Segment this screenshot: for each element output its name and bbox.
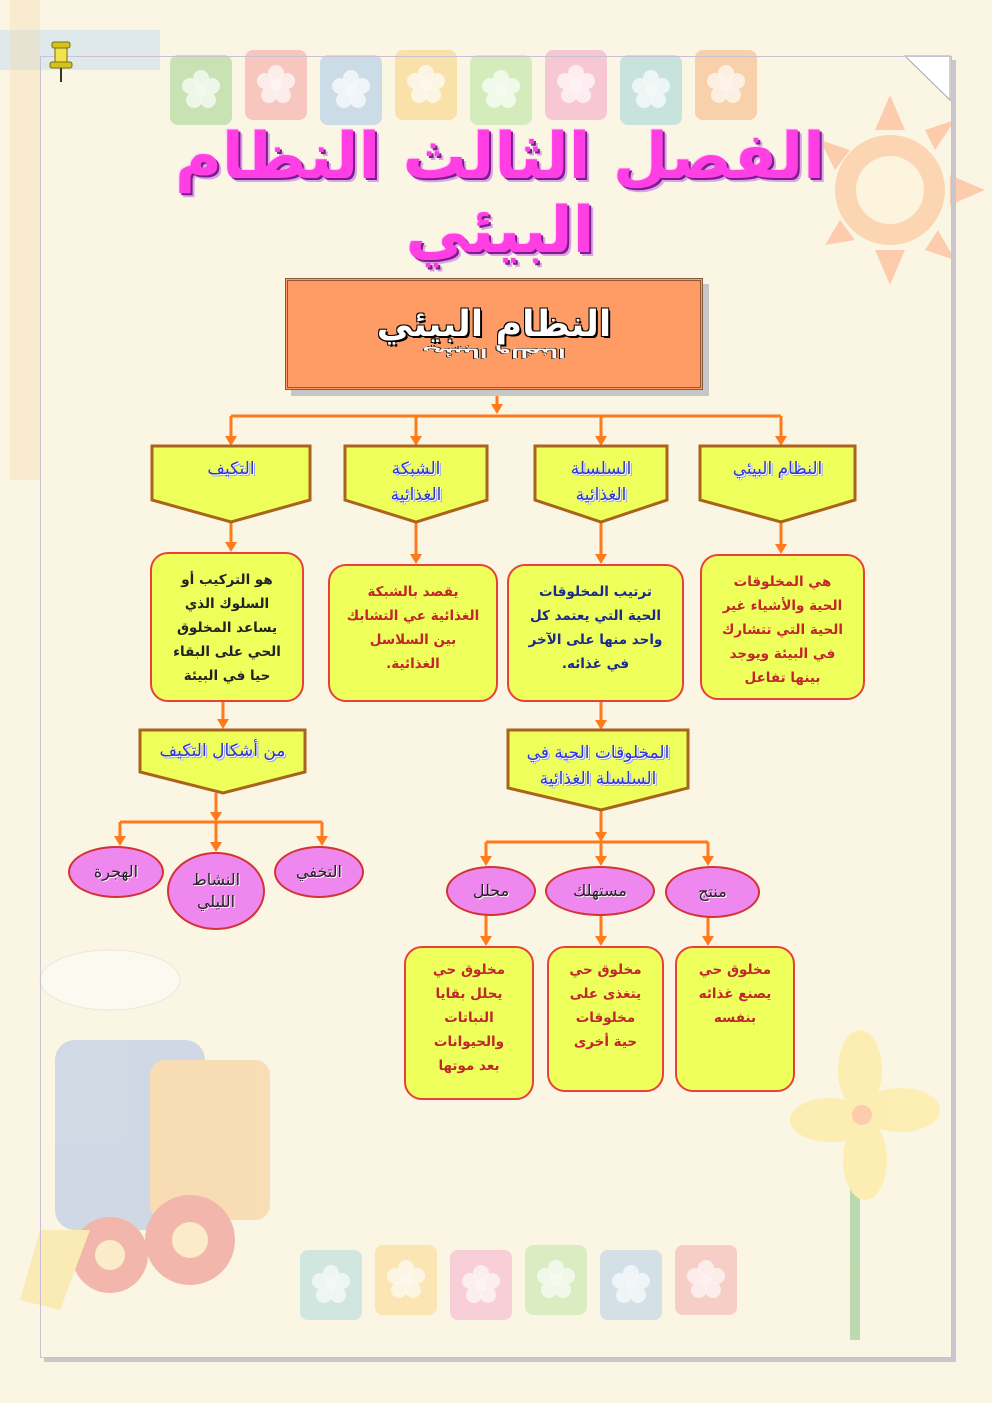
definition-text: مخلوق حي يصنع غذائه بنفسه — [698, 962, 772, 1026]
oval-nocturnal — [167, 852, 265, 930]
definition-box-food-chain — [507, 564, 684, 702]
shield-label: النظام البيئي — [732, 459, 823, 479]
definition-box-consumer — [547, 946, 664, 1092]
oval-label: النشاط الليلي — [191, 870, 241, 911]
main-concept-title: النظام البيئي — [376, 304, 612, 345]
oval-decomposer — [446, 866, 536, 916]
shield-label: التكيف — [207, 459, 255, 479]
shield-ecosystem — [700, 446, 855, 522]
oval-camouflage — [274, 846, 364, 898]
shield-food-chain-organisms — [508, 730, 688, 810]
shield-adaptation-forms — [140, 730, 305, 793]
shield-label: السلسلة الغذائية — [570, 459, 632, 505]
definition-text: هو التركيب أو السلوك الذي يساعد المخلوق الحي على البقاء حيا في البيئة — [173, 572, 281, 684]
shield-label: الشبكة الغذائية — [390, 459, 442, 505]
oval-label: الهجرة — [93, 862, 139, 881]
definition-box-producer — [675, 946, 795, 1092]
definition-text: يقصد بالشبكة الغذائية عي التشابك بين السلاسل الغذائية. — [346, 584, 480, 672]
shield-label: المخلوقات الحية في السلسلة الغذائية — [526, 743, 670, 789]
definition-box-ecosystem — [700, 554, 865, 700]
pushpin-icon — [48, 40, 74, 84]
oval-label: التخفي — [296, 862, 342, 881]
definition-box-decomposer — [404, 946, 534, 1100]
definition-text: مخلوق حي يحلل بقايا النباتات والحيوانات بعد موتها — [432, 962, 506, 1074]
oval-migration — [68, 846, 164, 898]
shield-adaptation — [152, 446, 310, 522]
oval-label: منتج — [698, 882, 727, 901]
page-title: الفصل الثالث النظام البيئي — [174, 120, 826, 268]
shield-food-web — [345, 446, 487, 522]
oval-consumer — [545, 866, 655, 916]
definition-box-adaptation — [150, 552, 304, 702]
shield-food-chain — [535, 446, 667, 522]
definition-text: مخلوق حي يتغذى على مخلوقات حية أخرى — [569, 962, 642, 1050]
main-concept-reflection: النظام البيئي — [422, 344, 566, 360]
main-concept-box — [285, 278, 703, 390]
definition-text: ترتيب المخلوقات الحية التي يعتمد كل واحد منها على الآخر في غذائه. — [528, 584, 663, 672]
oval-label: محلل — [472, 881, 510, 900]
oval-producer — [665, 866, 760, 918]
definition-box-food-web — [328, 564, 498, 702]
definition-text: هي المخلوقات الحية والأشياء غير الحية التي تتشارك في البيئة ويوجد بينها تفاعل — [722, 574, 843, 686]
shield-label: من أشكال التكيف — [159, 741, 286, 761]
oval-label: مستهلك — [573, 881, 627, 900]
